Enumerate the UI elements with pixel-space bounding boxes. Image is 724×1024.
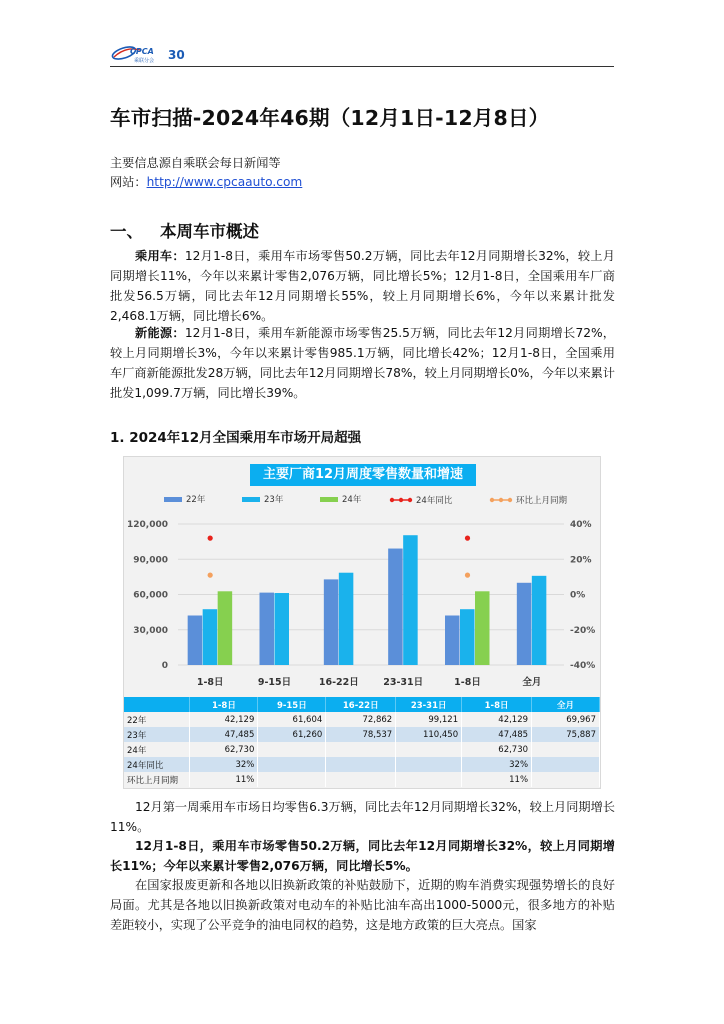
table-row bbox=[124, 757, 600, 772]
bar-23年 bbox=[460, 609, 475, 665]
table-cell: 75,887 bbox=[532, 727, 600, 742]
table-cell: 47,485 bbox=[462, 727, 532, 742]
table-cell bbox=[396, 772, 462, 787]
table-cell: 42,129 bbox=[190, 712, 258, 727]
bar-22年 bbox=[445, 615, 460, 665]
table-cell bbox=[258, 742, 326, 757]
table-cell: 62,730 bbox=[462, 742, 532, 757]
cpca-logo bbox=[110, 44, 192, 64]
nev-label: 新能源： bbox=[135, 326, 185, 340]
table-row bbox=[124, 772, 600, 787]
y2-tick-label: -40% bbox=[570, 661, 596, 671]
marker-24年同比 bbox=[465, 536, 470, 541]
table-header-cell: 16-22日 bbox=[326, 697, 396, 712]
chart-title: 主要厂商12月周度零售数量和增速 bbox=[250, 464, 476, 486]
subsection-heading: 1. 2024年12月全国乘用车市场开局超强 bbox=[110, 430, 362, 446]
bar-22年 bbox=[388, 549, 403, 665]
table-cell bbox=[396, 742, 462, 757]
table-row-label: 环比上月同期 bbox=[124, 772, 190, 787]
y-tick-label: 90,000 bbox=[133, 555, 168, 566]
legend-swatch bbox=[164, 497, 182, 502]
legend-swatch bbox=[242, 497, 260, 502]
y-tick-label: 120,000 bbox=[127, 520, 168, 530]
x-tick-label: 1-8日 bbox=[454, 677, 481, 688]
table-cell: 72,862 bbox=[326, 712, 396, 727]
marker-环比上月同期 bbox=[465, 573, 470, 578]
legend-label: 环比上月同期 bbox=[516, 496, 568, 506]
x-tick-label: 全月 bbox=[522, 677, 542, 688]
logo-text: CPCA bbox=[130, 47, 154, 56]
table-cell: 61,604 bbox=[258, 712, 326, 727]
legend-label: 23年 bbox=[264, 495, 284, 505]
y-tick-label: 0 bbox=[161, 661, 168, 671]
bar-23年 bbox=[203, 609, 218, 665]
table-cell: 61,260 bbox=[258, 727, 326, 742]
table-cell bbox=[326, 772, 396, 787]
table-cell bbox=[532, 772, 600, 787]
bar-22年 bbox=[188, 615, 203, 665]
section-number: 一、 bbox=[110, 222, 143, 241]
table-cell bbox=[258, 757, 326, 772]
passenger-label: 乘用车： bbox=[135, 249, 185, 263]
y2-tick-label: 20% bbox=[570, 555, 592, 566]
x-tick-label: 1-8日 bbox=[196, 677, 224, 688]
table-cell: 32% bbox=[190, 757, 258, 772]
bar-22年 bbox=[324, 579, 339, 665]
x-tick-label: 23-31日 bbox=[383, 677, 424, 688]
bar-23年 bbox=[403, 535, 418, 665]
website-line bbox=[110, 173, 302, 190]
section-title: 本周车市概述 bbox=[160, 222, 259, 241]
legend-swatch bbox=[320, 497, 338, 502]
chart-data-table bbox=[124, 697, 600, 787]
table-cell: 11% bbox=[190, 772, 258, 787]
bar-23年 bbox=[532, 576, 547, 665]
nev-paragraph bbox=[110, 323, 615, 403]
y2-tick-label: 0% bbox=[570, 590, 586, 601]
legend-label: 24年同比 bbox=[416, 496, 453, 506]
marker-环比上月同期 bbox=[208, 573, 213, 578]
week1-paragraph: 12月第一周乘用车市场日均零售6.3万辆，同比去年12月同期增长32%，较上月同期增长11%。 bbox=[110, 800, 615, 834]
website-label: 网站： bbox=[110, 175, 147, 189]
passenger-text: 12月1-8日，乘用车市场零售50.2万辆，同比去年12月同期增长32%，较上月同期增长11%，今年以来累计零售2,076万辆，同比增长5%；12月1-8日，全国乘用车厂商批发56.5万辆，同比去年12月同期增长55%，较上月同期增长6%，今年以来累计批发2,468.1万辆，同比增长6%。 bbox=[110, 249, 615, 323]
legend-marker bbox=[499, 498, 503, 502]
table-cell: 99,121 bbox=[396, 712, 462, 727]
bar-22年 bbox=[260, 593, 275, 665]
legend-marker bbox=[399, 498, 403, 502]
table-row bbox=[124, 727, 600, 742]
passenger-paragraph bbox=[110, 246, 615, 326]
page-title: 车市扫描-2024年46期（12月1日-12月8日） bbox=[110, 106, 550, 130]
legend-label: 22年 bbox=[186, 495, 206, 505]
table-header-cell: 1-8日 bbox=[462, 697, 532, 712]
logo-subtext: 乘联分会 bbox=[134, 58, 155, 64]
table-cell bbox=[532, 742, 600, 757]
table-row-label: 24年同比 bbox=[124, 757, 190, 772]
legend-label: 24年 bbox=[342, 495, 362, 505]
chart-plot bbox=[124, 457, 600, 697]
table-cell bbox=[326, 757, 396, 772]
table-cell bbox=[396, 757, 462, 772]
source-line: 主要信息源自乘联会每日新闻等 bbox=[110, 156, 281, 170]
table-cell: 69,967 bbox=[532, 712, 600, 727]
table-cell: 11% bbox=[462, 772, 532, 787]
table-header-cell: 23-31日 bbox=[396, 697, 462, 712]
table-header-cell bbox=[124, 697, 190, 712]
legend-marker bbox=[390, 498, 394, 502]
table-cell: 42,129 bbox=[462, 712, 532, 727]
table-row bbox=[124, 712, 600, 727]
section-heading bbox=[110, 218, 259, 242]
x-tick-label: 16-22日 bbox=[318, 677, 359, 688]
table-cell: 78,537 bbox=[326, 727, 396, 742]
bar-24年 bbox=[475, 591, 490, 665]
sales-chart bbox=[123, 456, 601, 789]
bar-23年 bbox=[275, 593, 290, 665]
y2-tick-label: 40% bbox=[570, 520, 592, 530]
table-row-label: 22年 bbox=[124, 712, 190, 727]
table-row bbox=[124, 742, 600, 757]
table-cell: 62,730 bbox=[190, 742, 258, 757]
table-header-cell: 9-15日 bbox=[258, 697, 326, 712]
bar-22年 bbox=[517, 583, 532, 665]
table-cell bbox=[532, 757, 600, 772]
x-tick-label: 9-15日 bbox=[257, 677, 292, 688]
legend-marker bbox=[490, 498, 494, 502]
nev-text: 12月1-8日，乘用车新能源市场零售25.5万辆，同比去年12月同期增长72%，较上月同期增长3%，今年以来累计零售985.1万辆，同比增长42%；12月1-8日，全国乘用车厂商新能源批发28万辆，同比去年12月同期增长78%，较上月同期增长0%，今年以来累计批发1,099.7万辆，同比增长39%。 bbox=[110, 326, 615, 400]
marker-24年同比 bbox=[208, 536, 213, 541]
bar-23年 bbox=[339, 573, 354, 665]
table-header-cell: 全月 bbox=[532, 697, 600, 712]
y2-tick-label: -20% bbox=[570, 625, 596, 636]
anniversary-mark: 30 bbox=[168, 48, 185, 62]
policy-paragraph: 在国家报废更新和各地以旧换新政策的补贴鼓励下，近期的购车消费实现强势增长的良好局面。尤其是各地以旧换新政策对电动车的补贴比油车高出1000-5000元，很多地方的补贴差距较小，实现了公平竞争的油电同权的趋势，这是地方政策的巨大亮点。国家 bbox=[110, 878, 615, 932]
table-cell bbox=[326, 742, 396, 757]
table-cell: 32% bbox=[462, 757, 532, 772]
table-header-cell: 1-8日 bbox=[190, 697, 258, 712]
y-tick-label: 30,000 bbox=[133, 625, 168, 636]
legend-marker bbox=[508, 498, 512, 502]
page-header bbox=[110, 42, 614, 67]
table-cell: 47,485 bbox=[190, 727, 258, 742]
table-cell bbox=[258, 772, 326, 787]
y-tick-label: 60,000 bbox=[133, 590, 168, 601]
table-cell: 110,450 bbox=[396, 727, 462, 742]
summary-bold-paragraph: 12月1-8日，乘用车市场零售50.2万辆，同比去年12月同期增长32%，较上月同期增长11%；今年以来累计零售2,076万辆，同比增长5%。 bbox=[110, 839, 615, 873]
table-row-label: 23年 bbox=[124, 727, 190, 742]
bar-24年 bbox=[218, 591, 233, 665]
legend-marker bbox=[408, 498, 412, 502]
table-row-label: 24年 bbox=[124, 742, 190, 757]
website-link[interactable]: http://www.cpcaauto.com bbox=[146, 175, 303, 189]
